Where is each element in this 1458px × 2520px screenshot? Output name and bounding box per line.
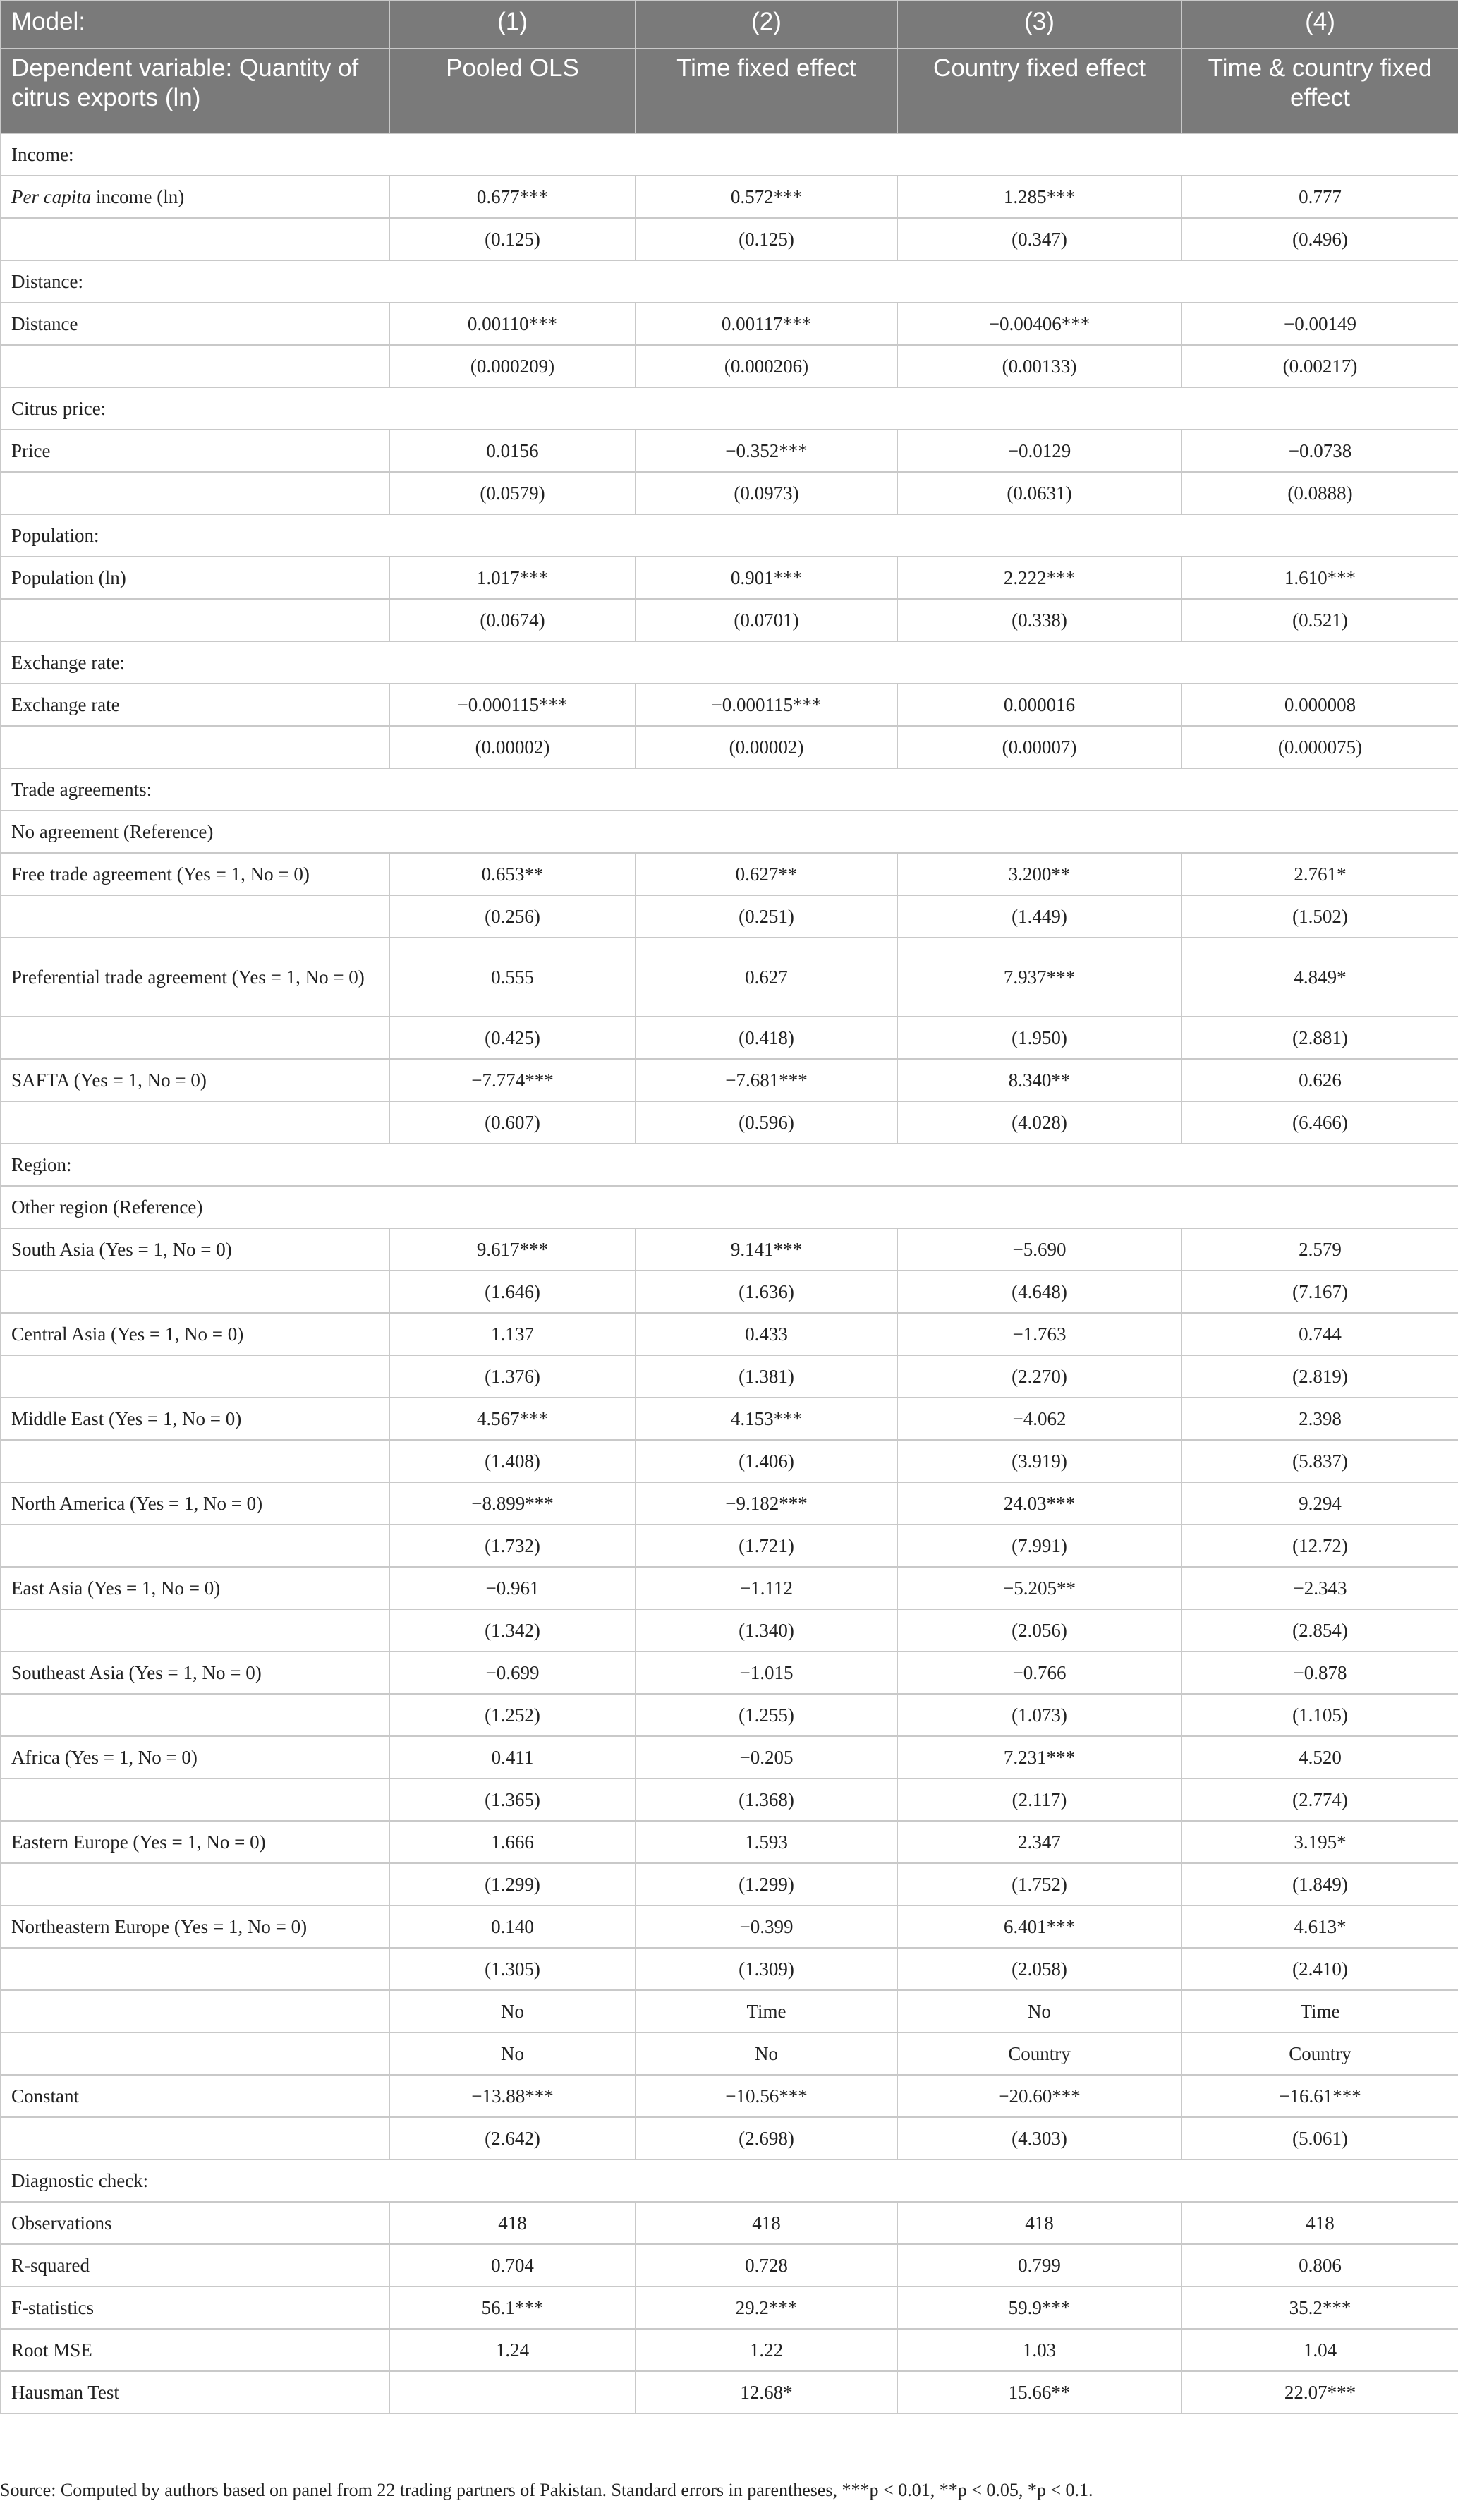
header-col-1: (1): [389, 1, 636, 49]
cell-model-3: −20.60***: [897, 2075, 1181, 2117]
cell-model-4: 4.849*: [1181, 938, 1458, 1017]
row-label: [1, 1609, 389, 1652]
cell-model-1: 56.1***: [389, 2286, 636, 2329]
cell-model-2: 0.901***: [636, 557, 897, 599]
cell-model-2: 29.2***: [636, 2286, 897, 2329]
cell-model-2: 4.153***: [636, 1398, 897, 1440]
cell-model-2: 0.572***: [636, 176, 897, 218]
table-row: [1, 557, 1458, 599]
row-label: East Asia (Yes = 1, No = 0): [1, 1567, 389, 1609]
cell-model-4: (0.521): [1181, 599, 1458, 641]
row-label: [1, 1355, 389, 1398]
cell-model-2: −0.205: [636, 1736, 897, 1779]
cell-model-4: (12.72): [1181, 1525, 1458, 1567]
cell-model-1: (0.000209): [389, 345, 636, 387]
cell-model-4: (2.881): [1181, 1017, 1458, 1059]
cell-model-4: (1.849): [1181, 1863, 1458, 1906]
cell-model-3: −5.690: [897, 1228, 1181, 1271]
cell-model-1: 0.00110***: [389, 303, 636, 345]
row-label: [1, 2117, 389, 2159]
cell-model-3: 7.937***: [897, 938, 1181, 1017]
cell-model-4: 2.761*: [1181, 853, 1458, 895]
table-row: [1, 1694, 1458, 1736]
table-row: [1, 2244, 1458, 2286]
cell-model-2: (1.636): [636, 1271, 897, 1313]
cell-model-4: (0.00217): [1181, 345, 1458, 387]
table-row: [1, 1609, 1458, 1652]
table-row: [1, 1440, 1458, 1482]
section-label: Diagnostic check:: [1, 2159, 1458, 2202]
table-row: [1, 1736, 1458, 1779]
row-label: [1, 218, 389, 260]
cell-model-1: (1.342): [389, 1609, 636, 1652]
cell-model-3: (1.752): [897, 1863, 1181, 1906]
cell-model-3: (4.303): [897, 2117, 1181, 2159]
cell-model-4: 3.195*: [1181, 1821, 1458, 1863]
row-label: Observations: [1, 2202, 389, 2244]
cell-model-4: (0.0888): [1181, 472, 1458, 514]
cell-model-3: (0.0631): [897, 472, 1181, 514]
cell-model-3: (2.056): [897, 1609, 1181, 1652]
cell-model-4: (6.466): [1181, 1101, 1458, 1144]
section-row: [1, 514, 1458, 557]
section-label: Exchange rate:: [1, 641, 1458, 684]
section-label: Income:: [1, 133, 1458, 176]
table-row: [1, 1525, 1458, 1567]
cell-model-4: −0.878: [1181, 1652, 1458, 1694]
row-label: Preferential trade agreement (Yes = 1, No = 0): [1, 938, 389, 1017]
cell-model-1: 0.0156: [389, 430, 636, 472]
header-col-4: (4): [1181, 1, 1458, 49]
cell-model-1: −0.000115***: [389, 684, 636, 726]
cell-model-4: (7.167): [1181, 1271, 1458, 1313]
cell-model-4: 418: [1181, 2202, 1458, 2244]
row-label: Eastern Europe (Yes = 1, No = 0): [1, 1821, 389, 1863]
cell-model-4: 0.000008: [1181, 684, 1458, 726]
cell-model-3: Country: [897, 2033, 1181, 2075]
table-row: [1, 599, 1458, 641]
table-row: [1, 1228, 1458, 1271]
cell-model-1: (1.376): [389, 1355, 636, 1398]
table-row: [1, 1990, 1458, 2033]
cell-model-2: −10.56***: [636, 2075, 897, 2117]
section-row: [1, 1144, 1458, 1186]
table-row: [1, 1101, 1458, 1144]
cell-model-2: 0.728: [636, 2244, 897, 2286]
row-label: Africa (Yes = 1, No = 0): [1, 1736, 389, 1779]
cell-model-4: (1.105): [1181, 1694, 1458, 1736]
cell-model-3: −0.766: [897, 1652, 1181, 1694]
table-row: [1, 303, 1458, 345]
section-row: [1, 260, 1458, 303]
cell-model-1: (0.00002): [389, 726, 636, 768]
row-label: [1, 1101, 389, 1144]
cell-model-2: (0.0701): [636, 599, 897, 641]
row-label: SAFTA (Yes = 1, No = 0): [1, 1059, 389, 1101]
row-label: Northeastern Europe (Yes = 1, No = 0): [1, 1906, 389, 1948]
row-label: [1, 1779, 389, 1821]
cell-model-1: (0.256): [389, 895, 636, 938]
row-label-text: income (ln): [91, 186, 185, 207]
cell-model-2: 418: [636, 2202, 897, 2244]
cell-model-2: (0.00002): [636, 726, 897, 768]
cell-model-3: 8.340**: [897, 1059, 1181, 1101]
cell-model-4: Country: [1181, 2033, 1458, 2075]
cell-model-1: 0.140: [389, 1906, 636, 1948]
cell-model-1: 9.617***: [389, 1228, 636, 1271]
cell-model-1: [389, 2371, 636, 2413]
table-row: [1, 218, 1458, 260]
header-pooled-ols: Pooled OLS: [389, 49, 636, 133]
cell-model-4: 1.610***: [1181, 557, 1458, 599]
row-label: [1, 1440, 389, 1482]
section-row: [1, 133, 1458, 176]
row-label: F-statistics: [1, 2286, 389, 2329]
table-row: [1, 1567, 1458, 1609]
table-row: [1, 938, 1458, 1017]
table-row: [1, 1863, 1458, 1906]
row-label: [1, 1990, 389, 2033]
cell-model-2: −0.000115***: [636, 684, 897, 726]
table-row: [1, 2286, 1458, 2329]
cell-model-3: −4.062: [897, 1398, 1181, 1440]
cell-model-1: 0.677***: [389, 176, 636, 218]
cell-model-2: 12.68*: [636, 2371, 897, 2413]
cell-model-2: (1.255): [636, 1694, 897, 1736]
table-row: [1, 1948, 1458, 1990]
cell-model-3: −1.763: [897, 1313, 1181, 1355]
table-row: [1, 2117, 1458, 2159]
cell-model-2: 0.00117***: [636, 303, 897, 345]
cell-model-1: 418: [389, 2202, 636, 2244]
table-row: [1, 2371, 1458, 2413]
header-col-3: (3): [897, 1, 1181, 49]
table-row: [1, 1271, 1458, 1313]
cell-model-3: 59.9***: [897, 2286, 1181, 2329]
cell-model-4: (2.854): [1181, 1609, 1458, 1652]
cell-model-1: No: [389, 1990, 636, 2033]
cell-model-2: 1.22: [636, 2329, 897, 2371]
row-label: Central Asia (Yes = 1, No = 0): [1, 1313, 389, 1355]
row-label: [1, 599, 389, 641]
header-dependent-variable: Dependent variable: Quantity of citrus exports (ln): [1, 49, 389, 133]
cell-model-1: 0.411: [389, 1736, 636, 1779]
cell-model-3: (3.919): [897, 1440, 1181, 1482]
cell-model-3: (0.00133): [897, 345, 1181, 387]
cell-model-1: (1.365): [389, 1779, 636, 1821]
cell-model-3: (7.991): [897, 1525, 1181, 1567]
cell-model-4: 1.04: [1181, 2329, 1458, 2371]
cell-model-4: −0.0738: [1181, 430, 1458, 472]
cell-model-3: −0.00406***: [897, 303, 1181, 345]
section-label: No agreement (Reference): [1, 811, 1458, 853]
table-row: [1, 1355, 1458, 1398]
row-label: [1, 472, 389, 514]
table-header: [1, 1, 1458, 133]
cell-model-1: (1.732): [389, 1525, 636, 1567]
cell-model-3: (2.058): [897, 1948, 1181, 1990]
cell-model-3: 15.66**: [897, 2371, 1181, 2413]
cell-model-2: (1.309): [636, 1948, 897, 1990]
header-row-model: [1, 1, 1458, 49]
section-label: Other region (Reference): [1, 1186, 1458, 1228]
row-label: Distance: [1, 303, 389, 345]
table-row: [1, 895, 1458, 938]
row-label: R-squared: [1, 2244, 389, 2286]
cell-model-3: 24.03***: [897, 1482, 1181, 1525]
row-label: Southeast Asia (Yes = 1, No = 0): [1, 1652, 389, 1694]
section-row: [1, 387, 1458, 430]
table-row: [1, 176, 1458, 218]
header-country-fixed-effect: Country fixed effect: [897, 49, 1181, 133]
cell-model-1: −7.774***: [389, 1059, 636, 1101]
row-label: [1, 345, 389, 387]
cell-model-2: 0.627: [636, 938, 897, 1017]
row-label: [1, 1271, 389, 1313]
cell-model-2: −9.182***: [636, 1482, 897, 1525]
cell-model-2: No: [636, 2033, 897, 2075]
cell-model-1: 4.567***: [389, 1398, 636, 1440]
table-row: [1, 853, 1458, 895]
cell-model-3: −0.0129: [897, 430, 1181, 472]
row-label: Price: [1, 430, 389, 472]
cell-model-3: 418: [897, 2202, 1181, 2244]
cell-model-3: 0.000016: [897, 684, 1181, 726]
table-row: [1, 726, 1458, 768]
cell-model-4: 4.520: [1181, 1736, 1458, 1779]
cell-model-1: (0.607): [389, 1101, 636, 1144]
cell-model-3: (0.338): [897, 599, 1181, 641]
cell-model-4: 0.806: [1181, 2244, 1458, 2286]
cell-model-1: (1.252): [389, 1694, 636, 1736]
cell-model-2: (1.721): [636, 1525, 897, 1567]
cell-model-2: (0.000206): [636, 345, 897, 387]
row-label: [1, 1017, 389, 1059]
cell-model-1: −13.88***: [389, 2075, 636, 2117]
cell-model-1: 1.017***: [389, 557, 636, 599]
cell-model-4: 2.398: [1181, 1398, 1458, 1440]
cell-model-4: 0.744: [1181, 1313, 1458, 1355]
cell-model-3: (4.648): [897, 1271, 1181, 1313]
cell-model-3: 1.285***: [897, 176, 1181, 218]
cell-model-3: −5.205**: [897, 1567, 1181, 1609]
cell-model-2: (0.596): [636, 1101, 897, 1144]
row-label: [1, 1525, 389, 1567]
cell-model-2: 1.593: [636, 1821, 897, 1863]
table-row: [1, 1821, 1458, 1863]
cell-model-4: 22.07***: [1181, 2371, 1458, 2413]
cell-model-4: 4.613*: [1181, 1906, 1458, 1948]
row-label: [1, 1694, 389, 1736]
cell-model-4: (2.819): [1181, 1355, 1458, 1398]
row-label: [1, 726, 389, 768]
cell-model-4: 9.294: [1181, 1482, 1458, 1525]
cell-model-3: 2.347: [897, 1821, 1181, 1863]
cell-model-3: (0.00007): [897, 726, 1181, 768]
table-row: [1, 2329, 1458, 2371]
cell-model-3: 0.799: [897, 2244, 1181, 2286]
section-label: Distance:: [1, 260, 1458, 303]
row-label: Free trade agreement (Yes = 1, No = 0): [1, 853, 389, 895]
cell-model-2: (0.418): [636, 1017, 897, 1059]
cell-model-1: (2.642): [389, 2117, 636, 2159]
cell-model-2: (0.0973): [636, 472, 897, 514]
header-col-2: (2): [636, 1, 897, 49]
row-label: Population (ln): [1, 557, 389, 599]
cell-model-1: 1.24: [389, 2329, 636, 2371]
section-row: [1, 811, 1458, 853]
cell-model-1: 1.666: [389, 1821, 636, 1863]
cell-model-4: Time: [1181, 1990, 1458, 2033]
cell-model-3: 2.222***: [897, 557, 1181, 599]
row-label: Constant: [1, 2075, 389, 2117]
cell-model-3: (1.449): [897, 895, 1181, 938]
cell-model-1: −0.699: [389, 1652, 636, 1694]
row-label: Root MSE: [1, 2329, 389, 2371]
cell-model-1: (0.425): [389, 1017, 636, 1059]
cell-model-1: (1.408): [389, 1440, 636, 1482]
cell-model-1: (1.305): [389, 1948, 636, 1990]
table-row: [1, 345, 1458, 387]
cell-model-1: −8.899***: [389, 1482, 636, 1525]
section-row: [1, 641, 1458, 684]
cell-model-1: 0.555: [389, 938, 636, 1017]
cell-model-4: (2.774): [1181, 1779, 1458, 1821]
cell-model-2: −0.399: [636, 1906, 897, 1948]
cell-model-1: (0.125): [389, 218, 636, 260]
cell-model-2: 0.627**: [636, 853, 897, 895]
cell-model-1: −0.961: [389, 1567, 636, 1609]
header-time-fixed-effect: Time fixed effect: [636, 49, 897, 133]
table-row: [1, 1906, 1458, 1948]
cell-model-1: 0.704: [389, 2244, 636, 2286]
table-row: [1, 2075, 1458, 2117]
cell-model-1: No: [389, 2033, 636, 2075]
cell-model-2: −0.352***: [636, 430, 897, 472]
cell-model-4: −16.61***: [1181, 2075, 1458, 2117]
table-row: [1, 1779, 1458, 1821]
cell-model-4: 35.2***: [1181, 2286, 1458, 2329]
cell-model-2: (1.381): [636, 1355, 897, 1398]
cell-model-2: −1.112: [636, 1567, 897, 1609]
row-label-italic: Per capita: [11, 186, 92, 207]
cell-model-2: (0.125): [636, 218, 897, 260]
section-row: [1, 2159, 1458, 2202]
cell-model-4: 2.579: [1181, 1228, 1458, 1271]
cell-model-2: Time: [636, 1990, 897, 2033]
cell-model-1: 1.137: [389, 1313, 636, 1355]
row-label: Exchange rate: [1, 684, 389, 726]
row-label: South Asia (Yes = 1, No = 0): [1, 1228, 389, 1271]
table-body: [1, 133, 1458, 2413]
cell-model-4: 0.626: [1181, 1059, 1458, 1101]
header-row-dependent: [1, 49, 1458, 133]
row-label: [1, 2033, 389, 2075]
cell-model-3: (1.073): [897, 1694, 1181, 1736]
row-label: [1, 1863, 389, 1906]
table-row: [1, 1482, 1458, 1525]
section-row: [1, 1186, 1458, 1228]
cell-model-1: (0.0579): [389, 472, 636, 514]
table-row: [1, 1652, 1458, 1694]
row-label: Middle East (Yes = 1, No = 0): [1, 1398, 389, 1440]
table-row: [1, 1313, 1458, 1355]
row-label: North America (Yes = 1, No = 0): [1, 1482, 389, 1525]
cell-model-2: (1.406): [636, 1440, 897, 1482]
cell-model-4: (0.000075): [1181, 726, 1458, 768]
section-label: Region:: [1, 1144, 1458, 1186]
cell-model-3: (4.028): [897, 1101, 1181, 1144]
cell-model-1: (1.299): [389, 1863, 636, 1906]
cell-model-3: (2.117): [897, 1779, 1181, 1821]
cell-model-3: 7.231***: [897, 1736, 1181, 1779]
cell-model-2: 0.433: [636, 1313, 897, 1355]
table-row: [1, 472, 1458, 514]
cell-model-2: (1.340): [636, 1609, 897, 1652]
table-row: [1, 684, 1458, 726]
section-row: [1, 768, 1458, 811]
table-row: [1, 2033, 1458, 2075]
cell-model-3: (1.950): [897, 1017, 1181, 1059]
table-footnote: Source: Computed by authors based on panel from 22 trading partners of Pakistan. Standard errors in parentheses, ***p < 0.01, **p < 0.05, *p < 0.1.: [0, 2480, 1093, 2500]
cell-model-1: 0.653**: [389, 853, 636, 895]
table-row: [1, 1059, 1458, 1101]
row-label: [1, 176, 389, 218]
cell-model-2: −7.681***: [636, 1059, 897, 1101]
cell-model-2: (2.698): [636, 2117, 897, 2159]
row-label: Hausman Test: [1, 2371, 389, 2413]
cell-model-4: (2.410): [1181, 1948, 1458, 1990]
cell-model-4: 0.777: [1181, 176, 1458, 218]
cell-model-4: (5.061): [1181, 2117, 1458, 2159]
cell-model-2: 9.141***: [636, 1228, 897, 1271]
section-label: Trade agreements:: [1, 768, 1458, 811]
cell-model-4: −2.343: [1181, 1567, 1458, 1609]
row-label: [1, 895, 389, 938]
cell-model-3: 1.03: [897, 2329, 1181, 2371]
cell-model-4: (1.502): [1181, 895, 1458, 938]
cell-model-1: (1.646): [389, 1271, 636, 1313]
cell-model-3: No: [897, 1990, 1181, 2033]
cell-model-2: −1.015: [636, 1652, 897, 1694]
row-label: [1, 1948, 389, 1990]
section-label: Population:: [1, 514, 1458, 557]
cell-model-3: 6.401***: [897, 1906, 1181, 1948]
cell-model-4: −0.00149: [1181, 303, 1458, 345]
cell-model-3: (2.270): [897, 1355, 1181, 1398]
cell-model-2: (1.299): [636, 1863, 897, 1906]
table-row: [1, 2202, 1458, 2244]
table-row: [1, 430, 1458, 472]
cell-model-4: (0.496): [1181, 218, 1458, 260]
header-time-country-fixed-effect: Time & country fixed effect: [1181, 49, 1458, 133]
section-label: Citrus price:: [1, 387, 1458, 430]
table-row: [1, 1017, 1458, 1059]
cell-model-3: (0.347): [897, 218, 1181, 260]
table-row: [1, 1398, 1458, 1440]
cell-model-1: (0.0674): [389, 599, 636, 641]
header-model-label: Model:: [1, 1, 389, 49]
cell-model-4: (5.837): [1181, 1440, 1458, 1482]
cell-model-2: (0.251): [636, 895, 897, 938]
cell-model-2: (1.368): [636, 1779, 897, 1821]
cell-model-3: 3.200**: [897, 853, 1181, 895]
